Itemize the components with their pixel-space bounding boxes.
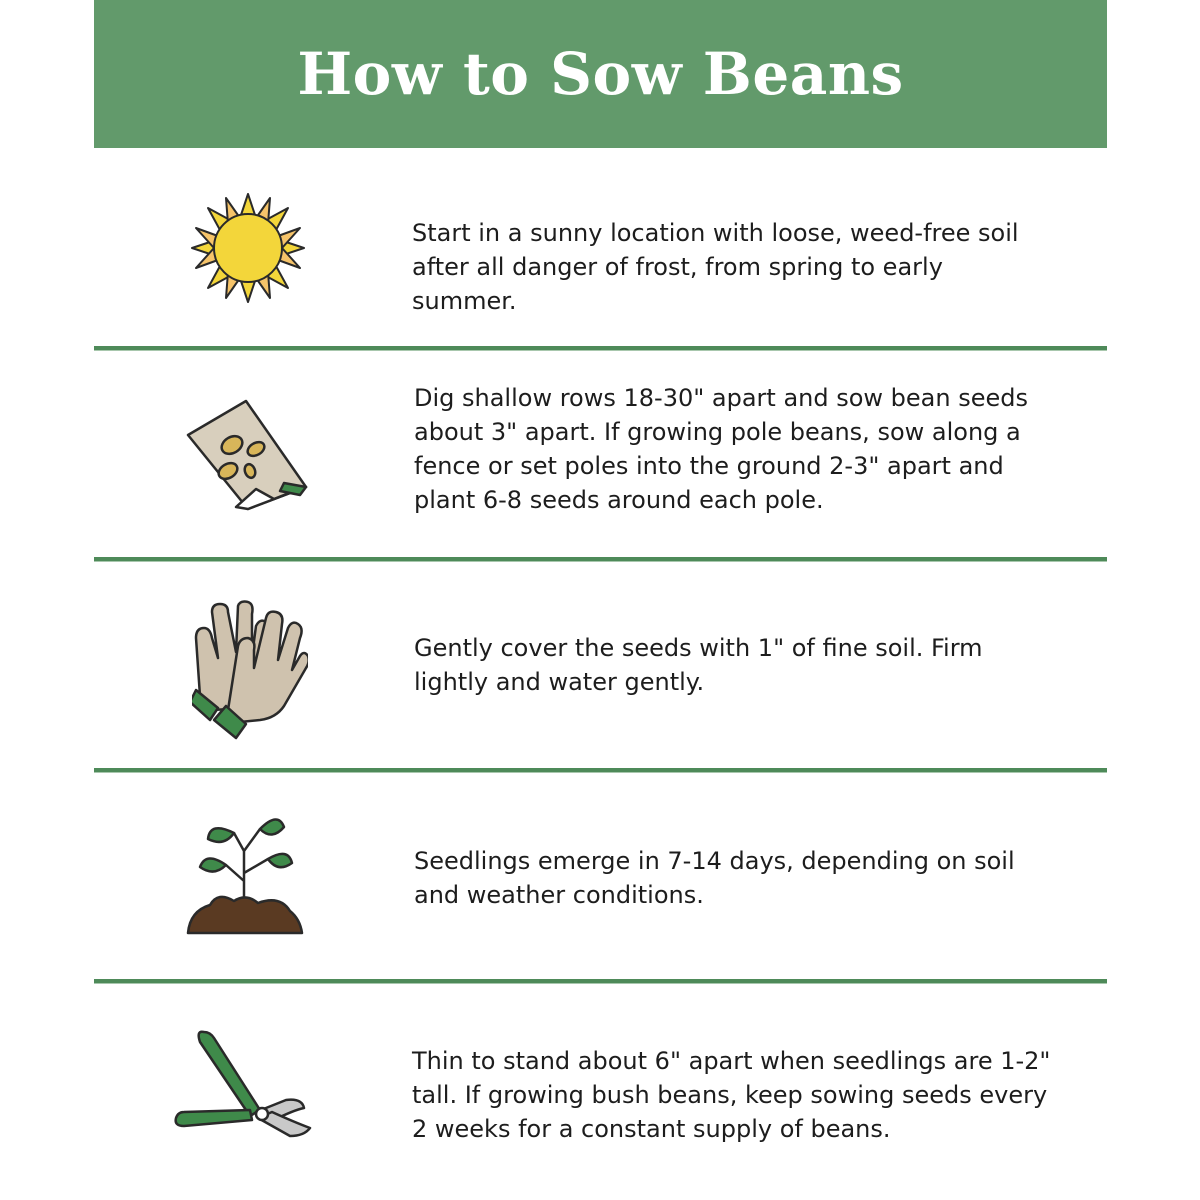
step-gloves — [94, 562, 1107, 768]
step-text: Dig shallow rows 18-30" apart and sow bean seeds about 3" apart. If growing pole beans, sow along a fence or set poles into the ground 2-3" apart and plant 6-8 seeds around each pole. — [414, 384, 1029, 514]
step-text: Start in a sunny location with loose, weed-free soil after all danger of frost, from spring to early summer. — [412, 219, 1019, 315]
step-text: Gently cover the seeds with 1" of fine soil. Firm lightly and water gently. — [414, 634, 983, 696]
step-sun — [94, 148, 1107, 348]
sun-icon — [190, 192, 306, 304]
step-text: Thin to stand about 6" apart when seedlings are 1-2" tall. If growing bush beans, keep sowing seeds every 2 weeks for a constant supply of beans. — [412, 1047, 1051, 1143]
step-text: Seedlings emerge in 7-14 days, depending on soil and weather conditions. — [414, 847, 1015, 909]
seedling-icon — [184, 811, 304, 937]
step-seedling — [94, 773, 1107, 979]
gardening-gloves-icon — [192, 598, 308, 740]
pruning-shears-icon — [174, 1028, 316, 1140]
step-seed-packet — [94, 351, 1107, 557]
step-pruner — [94, 984, 1107, 1200]
seed-packet-icon — [184, 399, 314, 511]
title-banner — [94, 0, 1107, 148]
page-title: How to Sow Beans — [297, 40, 904, 108]
